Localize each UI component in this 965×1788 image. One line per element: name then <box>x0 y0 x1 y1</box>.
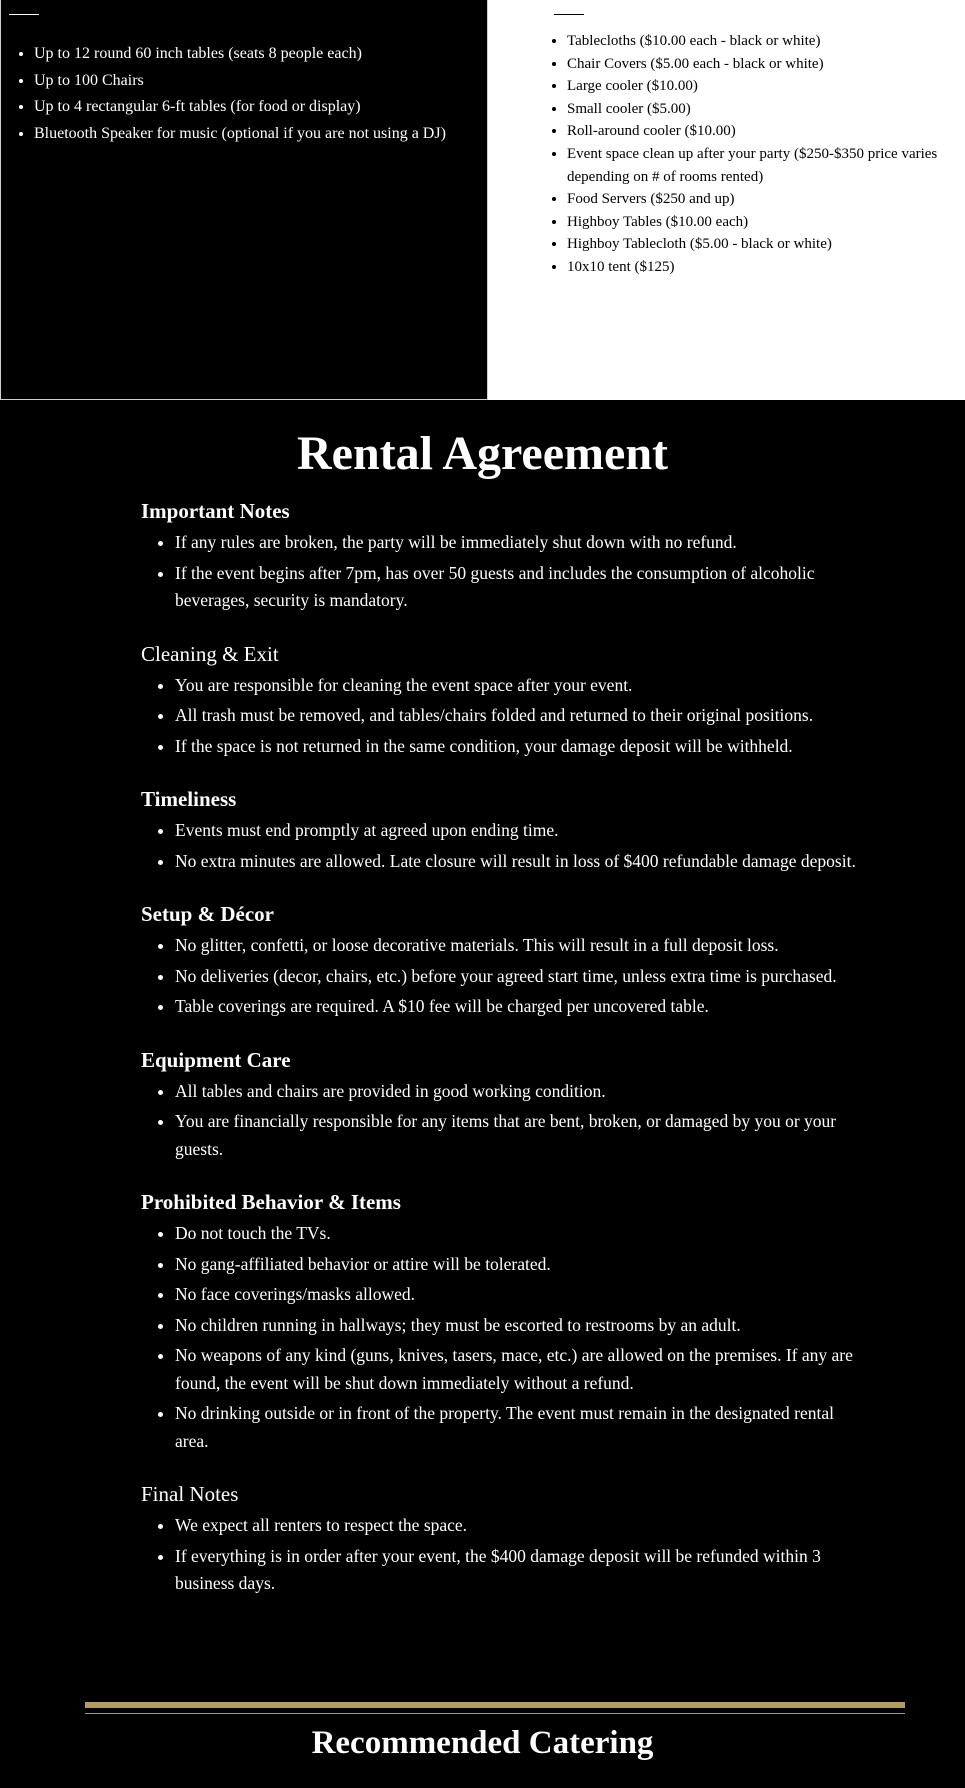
section-important-notes <box>141 498 861 615</box>
list-item: • Up to 12 round 60 inch tables (seats 8 people each) <box>34 41 485 68</box>
list-item: • No face coverings/masks allowed. <box>175 1281 861 1309</box>
list-item: • If any rules are broken, the party will be immediately shut down with no refund. <box>175 529 861 557</box>
section-heading: Cleaning & Exit <box>141 641 279 666</box>
list-item: • Do not touch the TVs. <box>175 1220 861 1248</box>
section-list <box>141 529 861 615</box>
list-item: • No deliveries (decor, chairs, etc.) before your agreed start time, unless extra time is purchased. <box>175 963 861 991</box>
divider <box>85 1713 905 1714</box>
list-item: • If the space is not returned in the same condition, your damage deposit will be withheld. <box>175 733 861 761</box>
list-item: • Food Servers ($250 and up) <box>567 188 955 211</box>
list-item: • Up to 100 Chairs <box>34 68 485 95</box>
section-cleaning-exit <box>141 641 861 761</box>
list-item: • All trash must be removed, and tables/chairs folded and returned to their original positions. <box>175 702 861 730</box>
list-item: • If everything is in order after your event, the $400 damage deposit will be refunded within 3 business days. <box>175 1543 861 1598</box>
section-equipment-care <box>141 1047 861 1164</box>
gold-divider <box>85 1702 905 1708</box>
section-heading: Setup & Décor <box>141 902 274 926</box>
catering-heading: Recommended Catering <box>311 1725 654 1761</box>
divider <box>554 14 584 15</box>
divider <box>9 14 39 15</box>
list-item: • Roll-around cooler ($10.00) <box>567 120 955 143</box>
included-items-panel <box>0 0 488 400</box>
section-list <box>141 1512 861 1598</box>
list-item: • 10x10 tent ($125) <box>567 256 955 279</box>
list-item: • Highboy Tables ($10.00 each) <box>567 211 955 234</box>
list-item: • You are financially responsible for any items that are bent, broken, or damaged by you or your guests. <box>175 1108 861 1163</box>
addon-items-panel <box>488 0 965 400</box>
section-prohibited <box>141 1189 861 1455</box>
list-item: • No glitter, confetti, or loose decorative materials. This will result in a full deposit loss. <box>175 932 861 960</box>
section-setup-decor <box>141 901 861 1021</box>
included-and-addons-panels <box>0 0 965 400</box>
section-list <box>141 672 861 761</box>
section-heading: Prohibited Behavior & Items <box>141 1190 401 1214</box>
list-item: • All tables and chairs are provided in good working condition. <box>175 1078 861 1106</box>
list-item: • Chair Covers ($5.00 each - black or white) <box>567 53 955 76</box>
list-item: • No children running in hallways; they must be escorted to restrooms by an adult. <box>175 1312 861 1340</box>
list-item: • We expect all renters to respect the space. <box>175 1512 861 1540</box>
section-list <box>141 817 861 875</box>
section-list <box>141 1078 861 1164</box>
list-item: • No weapons of any kind (guns, knives, tasers, mace, etc.) are allowed on the premises. If any are found, the event will be shut down immediately without a refund. <box>175 1342 861 1397</box>
section-timeliness <box>141 786 861 875</box>
list-item: • Events must end promptly at agreed upon ending time. <box>175 817 861 845</box>
list-item: • Event space clean up after your party ($250-$350 price varies depending on # of rooms rented) <box>567 143 955 188</box>
section-list <box>141 1220 861 1455</box>
list-item: • Highboy Tablecloth ($5.00 - black or white) <box>567 233 955 256</box>
list-item: • No gang-affiliated behavior or attire will be tolerated. <box>175 1251 861 1279</box>
section-heading: Final Notes <box>141 1482 239 1506</box>
list-item: • No extra minutes are allowed. Late closure will result in loss of $400 refundable damage deposit. <box>175 848 861 876</box>
list-item: • No drinking outside or in front of the property. The event must remain in the designated rental area. <box>175 1400 861 1455</box>
list-item: • Tablecloths ($10.00 each - black or white) <box>567 30 955 53</box>
agreement-sections <box>141 498 861 1624</box>
rental-agreement-section <box>0 400 965 1788</box>
page-title: Rental Agreement <box>296 427 668 480</box>
list-item: • Bluetooth Speaker for music (optional if you are not using a DJ) <box>34 121 485 148</box>
addon-items-list <box>567 30 955 279</box>
section-final-notes <box>141 1481 861 1598</box>
list-item: • Table coverings are required. A $10 fee will be charged per uncovered table. <box>175 993 861 1021</box>
section-heading: Equipment Care <box>141 1047 291 1072</box>
list-item: • Large cooler ($10.00) <box>567 75 955 98</box>
list-item: • Up to 4 rectangular 6-ft tables (for food or display) <box>34 94 485 121</box>
included-items-list <box>34 41 485 147</box>
list-item: • Small cooler ($5.00) <box>567 98 955 121</box>
section-list <box>141 932 861 1021</box>
section-heading: Timeliness <box>141 787 237 811</box>
list-item: • If the event begins after 7pm, has over 50 guests and includes the consumption of alcoholic beverages, security is mandatory. <box>175 560 861 615</box>
section-heading: Important Notes <box>141 499 290 523</box>
list-item: • You are responsible for cleaning the event space after your event. <box>175 672 861 700</box>
